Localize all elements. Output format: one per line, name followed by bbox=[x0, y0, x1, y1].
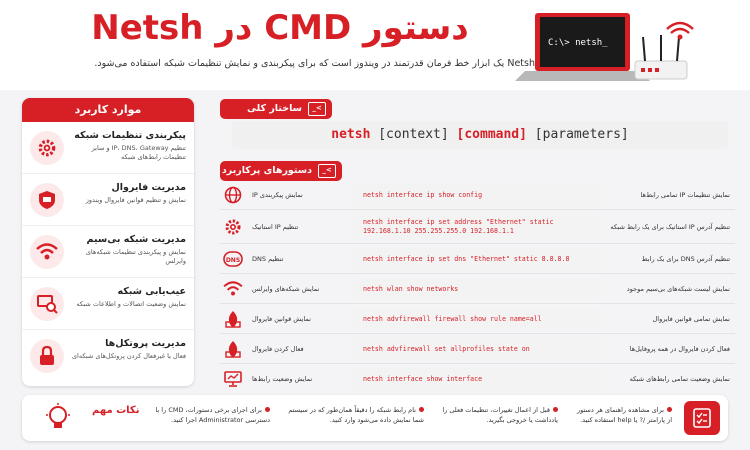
commands-heading bbox=[220, 161, 342, 181]
command-row bbox=[220, 364, 735, 394]
terminal-icon: >_ bbox=[318, 164, 336, 178]
command-row bbox=[220, 334, 735, 364]
command-code[interactable]: netsh interface ip set address "Ethernet" static 192.168.1.10 255.255.255.0 192.168.1.1 bbox=[353, 213, 601, 241]
command-desc: نمایش تمامی قوانین فایروال bbox=[652, 314, 730, 323]
note-text: برای اجرای برخی دستورات، CMD را با دسترسی Administrator اجرا کنید. bbox=[155, 406, 270, 424]
command-row bbox=[220, 274, 735, 304]
note-item bbox=[284, 405, 424, 425]
wifi-icon bbox=[30, 235, 64, 269]
use-case-item bbox=[22, 226, 194, 278]
command-row bbox=[220, 244, 735, 274]
command-label: تنظیم IP استاتیک bbox=[252, 223, 299, 231]
use-case-desc: نمایش وضعیت اتصالات و اطلاعات شبکه bbox=[76, 300, 186, 308]
command-code[interactable]: netsh interface ip set dns "Ethernet" static 8.8.8.8 bbox=[353, 248, 601, 270]
use-case-title: مدیریت پروتکل‌ها bbox=[105, 338, 186, 349]
command-code[interactable]: netsh advfirewall firewall show rule name=all bbox=[353, 308, 601, 330]
syntax-box bbox=[232, 121, 728, 149]
laptop-router-illustration bbox=[515, 5, 695, 90]
bullet-icon bbox=[265, 407, 270, 412]
gear-icon bbox=[30, 131, 64, 165]
syntax-cmd: netsh bbox=[331, 127, 371, 142]
use-case-item bbox=[22, 278, 194, 330]
note-item bbox=[150, 405, 270, 425]
lock-icon bbox=[30, 339, 64, 373]
command-desc: تنظیم آدرس DNS برای یک رابط bbox=[641, 254, 730, 263]
use-case-item bbox=[22, 174, 194, 226]
use-case-item bbox=[22, 122, 194, 174]
page-title: دستور CMD در Netsh bbox=[91, 8, 469, 48]
bullet-icon bbox=[553, 407, 558, 412]
syntax-command: [command] bbox=[456, 127, 527, 142]
use-case-item bbox=[22, 330, 194, 382]
use-cases-panel bbox=[22, 98, 194, 386]
command-desc: تنظیم آدرس IP استاتیک برای یک رابط شبکه bbox=[610, 222, 730, 231]
gear-icon bbox=[222, 217, 244, 237]
syntax-heading bbox=[220, 99, 332, 119]
command-row bbox=[220, 180, 735, 210]
syntax-params: [parameters] bbox=[534, 127, 629, 142]
bullet-icon bbox=[419, 407, 424, 412]
command-code[interactable]: netsh interface ip show config bbox=[353, 184, 601, 206]
command-desc: نمایش لیست شبکه‌های بی‌سیم موجود bbox=[626, 284, 730, 293]
monitor-icon bbox=[222, 369, 244, 389]
bullet-icon bbox=[667, 407, 672, 412]
hero-banner bbox=[0, 0, 750, 90]
use-case-desc: فعال یا غیرفعال کردن پروتکل‌های شبکه‌ای bbox=[71, 352, 186, 360]
use-cases-heading: موارد کاربرد bbox=[22, 98, 194, 122]
svg-text:DNS: DNS bbox=[225, 257, 241, 264]
command-label: نمایش پیکربندی IP bbox=[252, 191, 303, 199]
note-item bbox=[440, 405, 558, 425]
command-row bbox=[220, 210, 735, 244]
command-label: فعال کردن فایروال bbox=[252, 345, 304, 353]
command-code[interactable]: netsh interface show interface bbox=[353, 368, 601, 390]
note-text: نام رابط شبکه را دقیقاً همان‌طور که در سیستم شما نمایش داده می‌شود وارد کنید. bbox=[288, 406, 424, 424]
use-case-desc: نمایش و پیکربندی تنظیمات شبکه‌های وایرلس bbox=[85, 248, 186, 265]
firewall-icon bbox=[222, 309, 244, 329]
note-text: برای مشاهده راهنمای هر دستور از پارامتر /? یا help استفاده کنید. bbox=[576, 406, 672, 424]
globe-icon bbox=[222, 185, 244, 205]
use-case-title: عیب‌یابی شبکه bbox=[117, 286, 186, 297]
syntax-context: [context] bbox=[378, 127, 449, 142]
use-case-title: پیکربندی تنظیمات شبکه bbox=[74, 130, 186, 141]
commands-heading-label: دستورهای پرکاربرد bbox=[221, 165, 312, 176]
command-desc: فعال کردن فایروال در همه پروفایل‌ها bbox=[629, 344, 730, 353]
note-item bbox=[572, 405, 672, 425]
terminal-icon: >_ bbox=[308, 102, 326, 116]
use-case-desc: تنظیم IP، DNS، Gateway و سایر تنظیمات رابط‌های شبکه bbox=[91, 144, 186, 161]
command-label: نمایش قوانین فایروال bbox=[252, 315, 311, 323]
command-row bbox=[220, 304, 735, 334]
page-subtitle: Netsh یک ابزار خط فرمان قدرتمند در ویندوز است که برای پیکربندی و نمایش تنظیمات شبکه استفاده می‌شود. bbox=[94, 58, 535, 69]
notes-panel bbox=[22, 395, 728, 441]
dns-icon bbox=[222, 249, 244, 269]
note-text: قبل از اعمال تغییرات، تنظیمات فعلی را یادداشت یا خروجی بگیرید. bbox=[442, 406, 558, 424]
terminal-text: C:\> netsh_ bbox=[548, 38, 608, 48]
shield-icon bbox=[30, 183, 64, 217]
command-code[interactable]: netsh wlan show networks bbox=[353, 278, 601, 300]
wifi-icon bbox=[222, 279, 244, 299]
use-case-title: مدیریت فایروال bbox=[111, 182, 186, 193]
commands-table bbox=[220, 180, 735, 394]
use-case-desc: نمایش و تنظیم قوانین فایروال ویندوز bbox=[85, 196, 186, 204]
command-label: نمایش وضعیت رابط‌ها bbox=[252, 375, 313, 383]
notes-heading: نکات مهم bbox=[92, 405, 140, 416]
checklist-icon bbox=[684, 401, 720, 435]
command-code[interactable]: netsh advfirewall set allprofiles state on bbox=[353, 338, 601, 360]
command-desc: نمایش تنظیمات IP تمامی رابط‌ها bbox=[640, 190, 730, 199]
firewall-icon bbox=[222, 339, 244, 359]
lightbulb-icon bbox=[44, 403, 72, 433]
command-label: نمایش شبکه‌های وایرلس bbox=[252, 285, 320, 293]
use-case-title: مدیریت شبکه بی‌سیم bbox=[86, 234, 186, 245]
network-search-icon bbox=[30, 287, 64, 321]
syntax-heading-label: ساختار کلی bbox=[247, 103, 302, 114]
command-label: تنظیم DNS bbox=[252, 255, 284, 263]
command-desc: نمایش وضعیت تمامی رابط‌های شبکه bbox=[629, 374, 730, 383]
